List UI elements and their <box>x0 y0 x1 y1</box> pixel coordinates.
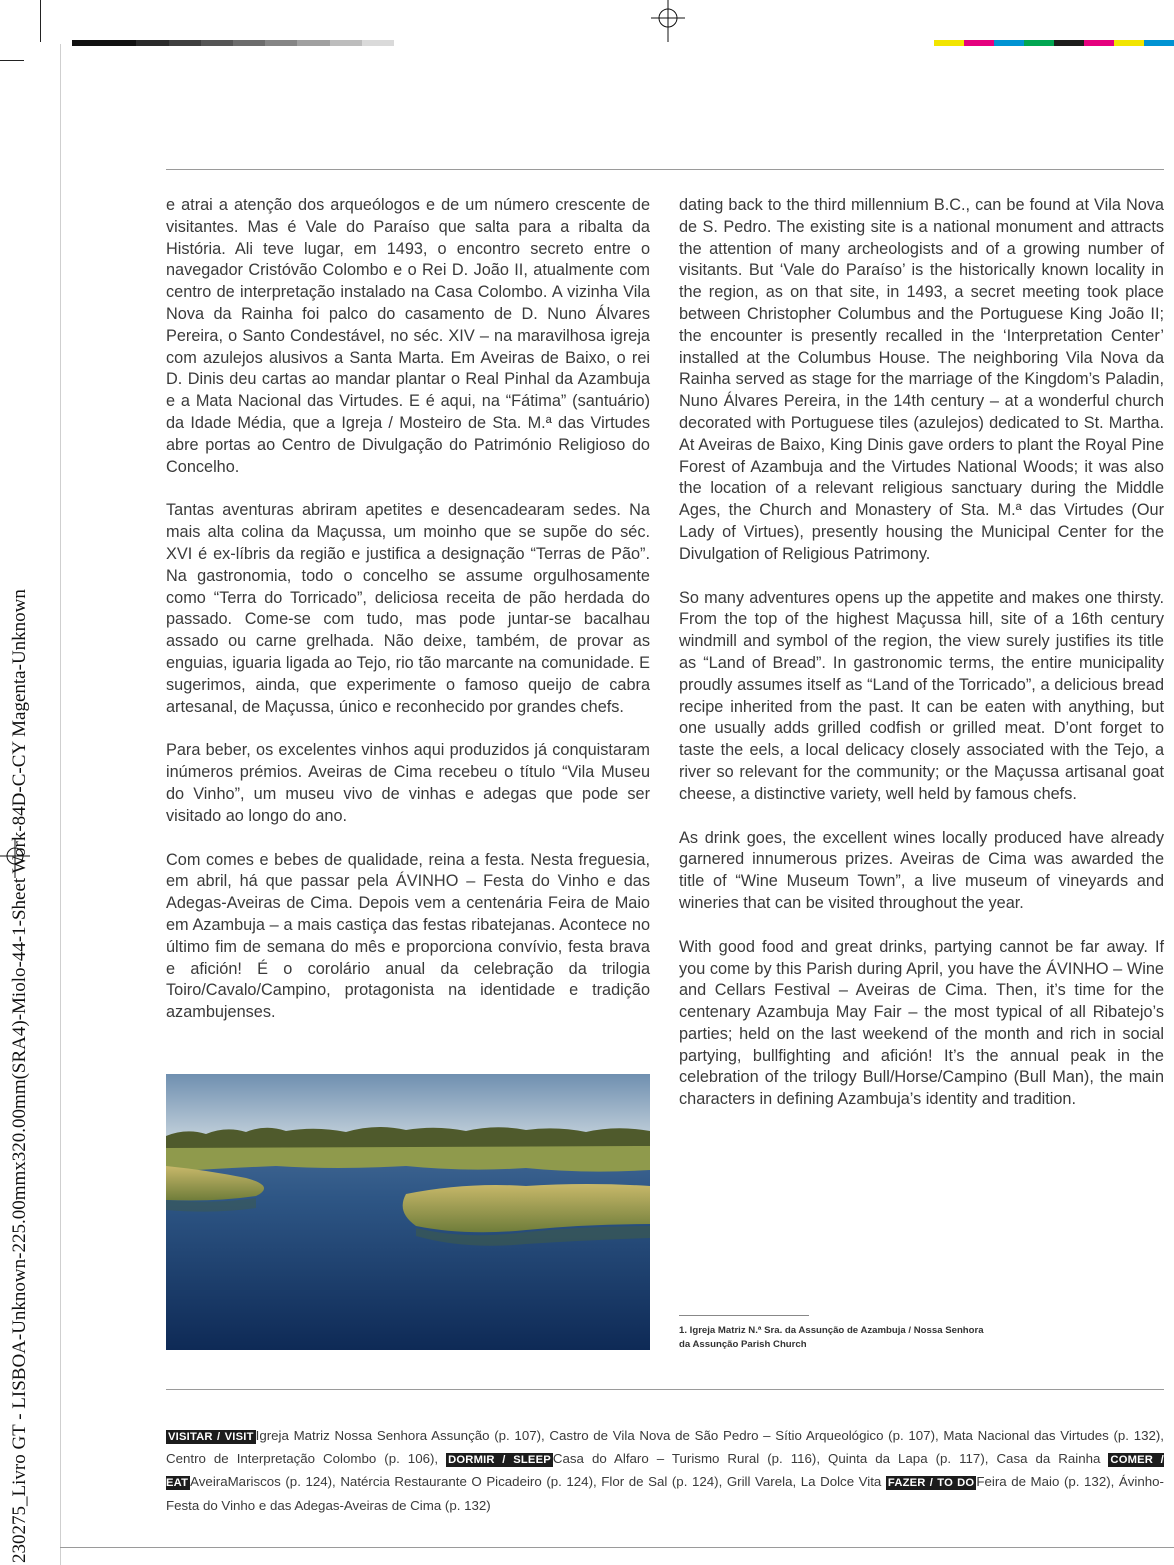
wetland-photo <box>166 1074 650 1350</box>
paragraph: So many adventures opens up the appetite and makes one thirsty. From the top of the highest Maçussa hill, site of a 16th century windmill and symbol of the region, the view surely justifies its title as “Land of Bread”. In gastronomic terms, the entire municipality proudly assumes itself as “Land of the Torricado”, a delicious bread recipe inherited from the past. It can be eaten with anything, but one usually adds grilled codfish or grilled meat. D’ont forget to taste the eels, a local delicacy closely associated with the Tejo, a river so relevant for the community; or the Maçussa artisanal goat cheese, a distinctive variety, well held by famous chefs. <box>679 588 1164 803</box>
print-slug: 230275_Livro GT - LISBOA-Unknown-225.00mmx320.00mm(SRA4)-Miolo-44-1-Sheet Work-84D-C-CY Magenta-Unknown <box>9 589 30 1563</box>
gray-swatch <box>72 40 104 46</box>
gray-swatch <box>169 40 201 46</box>
color-swatch <box>994 40 1024 46</box>
listing-block <box>166 1425 1164 1516</box>
gray-swatch <box>265 40 297 46</box>
color-swatch <box>1144 40 1174 46</box>
color-swatch <box>964 40 994 46</box>
paragraph: As drink goes, the excellent wines locally produced have already garnered innumerous prizes. Aveiras de Cima was awarded the title of “Wine Museum Town”, a live museum of vineyards and wineries that can be visited throughout the year. <box>679 828 1164 912</box>
gray-swatch <box>233 40 265 46</box>
gray-swatch <box>297 40 329 46</box>
color-calibration-bar <box>934 40 1174 46</box>
registration-mark-top <box>651 0 685 42</box>
crop-mark-vertical <box>40 0 41 42</box>
paragraph: dating back to the third millennium B.C., can be found at Vila Nova de S. Pedro. The existing site is a national monument and attracts the attention of many archeologists and of a growing number of visitants. But ‘Vale do Paraíso’ is the historically known locality in the region, as on that site, in 1493, a secret meeting took place between Christopher Columbus and the Portuguese King João II; the encounter is presently recalled in the ‘Interpretation Center’ installed at the Columbus House. The neighboring Vila Nova da Rainha served as stage for the marriage of the Kingdom’s Paladin, Nuno Álvares Pereira, in the 14th century – at a wonderful church decorated with Portuguese tiles (azulejos) dedicated to St. Martha. At Aveiras de Baixo, King Dinis gave orders to plant the Royal Pine Forest of Azambuja and the Virtudes National Woods; it was also the location of a relevant religious sanctuary during the Middle Ages, the Church and Monastery of Sta. M.ª das Virtudes (Our Lady of Virtues), presently housing the Municipal Center for the Divulgation of Religious Patrimony. <box>679 196 1164 563</box>
color-swatch <box>1114 40 1144 46</box>
color-swatch <box>1024 40 1054 46</box>
photo-caption <box>679 1324 1009 1352</box>
todo-listing: Feira de Maio (p. 132), Ávinho-Festa do Vinho e das Adegas-Aveiras de Cima (p. 132) <box>166 1474 1164 1513</box>
sleep-listing: Casa do Alfaro – Turismo Rural (p. 116), Quinta da Lapa (p. 117), Casa da Rainha <box>552 1451 1109 1467</box>
gray-swatch <box>136 40 168 46</box>
color-swatch <box>1084 40 1114 46</box>
gray-swatch <box>104 40 136 46</box>
footnote-rule <box>679 1315 809 1316</box>
paragraph: With good food and great drinks, partying cannot be far away. If you come by this Parish during April, you have the ÁVINHO – Wine and Cellars Festival – Aveiras de Cima. Then, it’s time for the centenary Azambuja May Fair – the most typical of all Ribatejo’s parties; held on the last weekend of the month and rich in social partying, bullfighting and afición! It’s the annual peak in the celebration of the trilogy Bull/Horse/Campino (Bull Man), the main characters in defining Azambuja’s identity and tradition. <box>679 937 1164 1109</box>
todo-tag: FAZER / TO DO <box>887 1477 975 1490</box>
paragraph: Com comes e bebes de qualidade, reina a festa. Nesta freguesia, em abril, há que passar pela ÁVINHO – Festa do Vinho e das Adegas-Aveiras de Cima. Depois vem a centenária Feira de Maio em Azambuja – a mais castiça das festas ribatejanas. Acontece no último fim de semana do mês e proporciona convívio, festa brava e afición! É o corolário anual da celebração da trilogia Toiro/Cavalo/Campino, protagonista na identidade e tradição azambujenses. <box>166 850 650 1022</box>
binding-margin-line <box>60 44 61 1565</box>
eat-listing: AveiraMariscos (p. 124), Natércia Restaurante O Picadeiro (p. 124), Flor de Sal (p. 124), Grill Varela, La Dolce Vita <box>190 1474 886 1490</box>
eat-tag: COMER / EAT <box>166 1454 1164 1490</box>
gray-swatch <box>330 40 362 46</box>
gray-swatch <box>362 40 394 46</box>
top-rule <box>166 169 1164 170</box>
visit-listing: Igreja Matriz Nossa Senhora Assunção (p. 107), Castro de Vila Nova de São Pedro – Sítio Arqueológico (p. 107), Mata Nacional das Virtudes (p. 132), Centro de Interpretação Colombo (p. 106), <box>166 1428 1164 1467</box>
paragraph: Para beber, os excelentes vinhos aqui produzidos já conquistaram inúmeros prémios. Aveiras de Cima recebeu o título “Vila Museu do Vinho”, um museu vivo de vinhas e adegas que pode ser visitado ao longo do ano. <box>166 741 650 825</box>
sleep-tag: DORMIR / SLEEP <box>448 1454 551 1467</box>
gray-swatch <box>201 40 233 46</box>
caption-line: 1. Igreja Matriz N.ª Sra. da Assunção de Azambuja / Nossa Senhora <box>679 1325 984 1336</box>
visit-tag: VISITAR / VISIT <box>168 1431 254 1443</box>
portuguese-text-column <box>166 195 650 1046</box>
color-swatch <box>934 40 964 46</box>
footer-rule <box>60 1547 1174 1548</box>
color-swatch <box>1054 40 1084 46</box>
grayscale-calibration-bar <box>72 40 394 46</box>
bottom-rule <box>166 1389 1164 1390</box>
english-text-column <box>679 195 1164 1133</box>
paragraph: e atrai a atenção dos arqueólogos e de um número crescente de visitantes. Mas é Vale do Paraíso que salta para a ribalta da História. Ali teve lugar, em 1493, o encontro secreto entre o navegador Cristóvão Colombo e o Rei D. João II, atualmente com centro de interpretação instalado na Casa Colombo. A vizinha Vila Nova da Rainha foi palco do casamento de D. Nuno Álvares Pereira, o Santo Condestável, no séc. XIV – na maravilhosa igreja com azulejos alusivos a Santa Marta. Em Aveiras de Baixo, o rei D. Dinis deu cartas ao mandar plantar o Real Pinhal da Azambuja e a Mata Nacional das Virtudes. E é aqui, na “Fátima” (santuário) da Idade Média, que a Igreja / Mosteiro de Sta. M.ª das Virtudes abre portas ao Centro de Divulgação do Património Religioso do Concelho. <box>166 196 650 476</box>
caption-line: da Assunção Parish Church <box>679 1339 807 1350</box>
paragraph: Tantas aventuras abriram apetites e desencadearam sedes. Na mais alta colina da Maçussa, um moinho que se supõe do séc. XVI é ex-líbris da região e justifica a designação “Terras de Pão”. Na gastronomia, todo o concelho se assume orgulhosamente como “Terra do Torricado”, deliciosa receita de pão herdada do passado. Come-se com tudo, mas pode juntar-se bacalhau assado ou carne grelhada. Não deixe, também, de provar as enguias, iguaria ligada ao Tejo, rio tão marcante na comunidade. E sugerimos, ainda, que experimente o famoso queijo de cabra artesanal, de Maçussa, único e reconhecido por grandes chefs. <box>166 501 650 716</box>
